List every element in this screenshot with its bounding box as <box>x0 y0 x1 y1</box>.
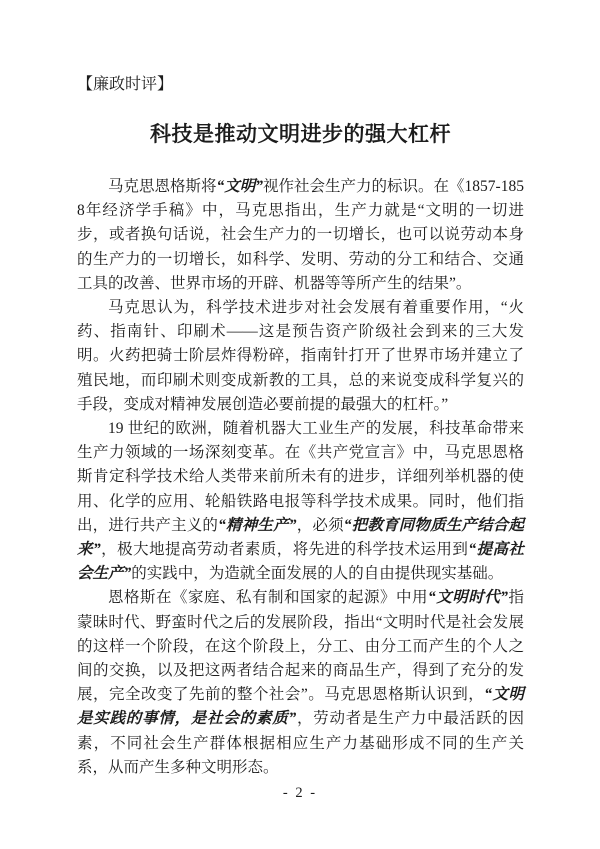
paragraph <box>77 296 524 417</box>
body-text: 马克思认为，科学技术进步对社会发展有着重要作用，“火药、指南针、印刷术——这是预告资产阶级社会到来的三大发明。火药把骑士阶层炸得粉碎，指南针打开了世界市场并建立了殖民地，而印刷术则变成新教的工具，总的来说变成科学复兴的手段，变成对精神发展创造必要前提的最强大的杠杆。” <box>77 299 524 413</box>
page-number: - 2 - <box>282 785 318 801</box>
body-text: 恩格斯在《家庭、私有制和国家的起源》中用 <box>108 589 428 607</box>
page-footer <box>0 784 600 802</box>
emphasized-text: “文明时代” <box>427 589 508 607</box>
body-text: ，劳动者是生产力中最活跃的因素，不同社会生产群体根据相应生产力基础形成不同的生产关系，从而产生多种文明形态。 <box>77 710 524 776</box>
paragraph <box>77 586 524 780</box>
body-text: ，极大地提高劳动者素质，将先进的科学技术运用到 <box>100 541 469 559</box>
emphasized-text: “文明” <box>216 178 264 195</box>
emphasized-text: “精神生产” <box>218 516 297 534</box>
body-text: 指蒙昧时代、野蛮时代之后的发展阶段，指出“文明时代是社会发展的这样一个阶段，在这个阶段上，分工、由分工而产生的个人之间的交换，以及把这两者结合起来的商品生产，得到了充分的发展，完全改变了先前的整个社会”。马克思恩格斯认识到， <box>77 589 524 704</box>
body-text: 马克思恩格斯将 <box>108 178 217 195</box>
body-text: 的实践中，为造就全面发展的人的自由提供现实基础。 <box>131 565 504 583</box>
body-text: 19 世纪的欧洲，随着机器大工业生产的发展，科技革命带来生产力领域的一场深刻变革。在《共产党宣言》中，马克思恩格斯肯定科学技术给人类带来前所未有的进步，详细列举机器的使用、化学的应用、轮船铁路电报等科学技术成果。同时，他们指出，进行共产主义的 <box>77 420 524 534</box>
body-text: ，必须 <box>296 516 344 534</box>
emphasized-text: “把教育同物质生产结合起来” <box>77 516 524 559</box>
article-body <box>77 175 524 780</box>
section-tag: 【廉政时评】 <box>77 76 174 93</box>
paragraph <box>77 417 524 586</box>
emphasized-text: “文明是实践的事情，是社会的素质” <box>77 686 524 728</box>
page-title: 科技是推动文明进步的强大杠杆 <box>150 122 451 146</box>
body-text: 视作社会生产力的标识。在《1857-1858年经济学手稿》中，马克思指出，生产力就是“文明的一切进步，或者换句话说，社会生产力的一切增长，也可以说劳动本身的生产力的一切增长，如科学、发明、劳动的分工和结合、交通工具的改善、世界市场的开辟、机器等等所产生的结果”。 <box>77 178 524 292</box>
paragraph <box>77 175 524 296</box>
emphasized-text: “提高社会生产” <box>77 541 524 583</box>
